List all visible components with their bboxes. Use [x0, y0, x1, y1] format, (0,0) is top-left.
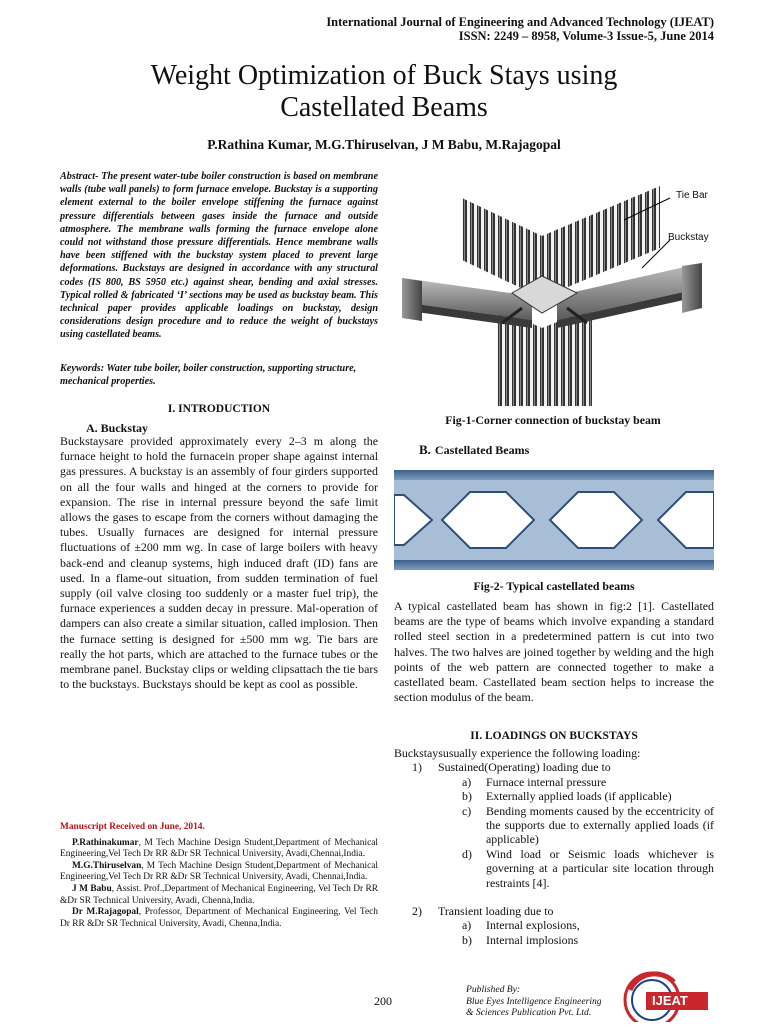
subsection-heading-buckstay: A. Buckstay — [86, 421, 149, 435]
author-note-desc: , M Tech Machine Design Student,Department of Mechanical Engineering,Vel Tech Dr RR &Dr SR Technical University, Avadi,Chennai,India. — [60, 837, 378, 860]
list-number: d) — [462, 846, 472, 861]
castellated-beam-illustration — [394, 470, 714, 570]
author-note-name: Dr M.Rajagopal — [72, 907, 139, 918]
loading-subitem — [394, 847, 714, 890]
list-text: Transient loading due to — [438, 904, 554, 919]
loading-item-1 — [394, 760, 714, 774]
publisher-block — [466, 984, 602, 1019]
subsection-heading-castellated — [419, 441, 529, 459]
author-note-3 — [60, 884, 378, 907]
abstract: Abstract- The present water-tube boiler construction is based on membrane walls (tube wall panels) to form furnace envelope. Buckstay is a supporting element external to the boiler envelope stiffening the furnace against pressure differentials between gases inside the furnace and outside atmosphere. The membrane walls forming the furnace envelope alone could not withstand those pressure differentials. Hence membrane walls have been stiffened with the buckstay system placed to prevent large deformations. Buckstays are designed in accordance with any structural codes (IS 800, BS 5950 etc.) against shear, bending and axial stresses. Typical rolled & fabricated ‘I’ sections may be used as buckstay beam. This technical paper provides applicable loadings on buckstay, design considerations design procedure and to reduce the weight of buckstays using castellated beams. — [60, 171, 378, 341]
author-note-desc: , Professor, Department of Mechanical Engineering, Vel Tech Dr RR &Dr SR Technical University, Avadi, Chenna,India. — [60, 907, 378, 929]
paper-title — [60, 60, 708, 124]
figure-2-caption: Fig-2- Typical castellated beams — [473, 579, 635, 593]
list-number: c) — [462, 803, 472, 818]
footnotes — [60, 822, 378, 930]
published-by: Published By: — [466, 984, 521, 995]
page-number: 200 — [374, 994, 392, 1008]
manuscript-received: Manuscript Received on June, 2014. — [60, 822, 205, 832]
loading-subitem — [394, 789, 714, 803]
list-number: a) — [462, 918, 472, 933]
loadings-intro: Buckstaysusually experience the following loading: — [394, 746, 641, 760]
tie-bar-label: Tie Bar — [676, 190, 708, 201]
list-text: Internal implosions — [486, 932, 579, 947]
section-heading-loadings: II. LOADINGS ON BUCKSTAYS — [470, 730, 638, 742]
buckstay-label: Buckstay — [668, 232, 709, 243]
publisher-line-1: Blue Eyes Intelligence Engineering — [466, 995, 602, 1007]
buckstay-corner-illustration — [392, 168, 714, 406]
author-note-2 — [60, 861, 378, 884]
author-note-name: M.G.Thiruselvan — [72, 860, 142, 871]
ijeat-logo — [622, 970, 712, 1022]
author-note-4 — [60, 907, 378, 930]
journal-name: International Journal of Engineering and Advanced Technology (IJEAT) — [326, 15, 714, 29]
figure-2-castellated-beam — [394, 470, 714, 570]
introduction-text: Buckstaysare provided approximately every 2–3 m along the furnace height to hold the furnacein proper shape against internal gas pressures. A buckstay is an assembly of four girders supported on all the four walls and hinged at the corners to provide for expansion. The rise in internal pressure beyond the safe limit allows the gases to escape from the corners without damaging the tubes. Usually furnaces are designed for internal pressure fluctuations of ±200 mm wg. In case of large boilers with heavy back-end and cleanup systems, high induced draft (ID) fans are used. In a flame-out situation, from sudden termination of fuel supply (oil valve closing too suddenly or a master fuel trip), the furnace experiences a sudden decay in pressure. Mal-operation of dampers can also create a similar situation, called implosion. Then the furnace setting is designed for ±500 mm wg. Tie bars are really the hot parts, which are attached to the furnace tubes or the membrane panel. Buckstay clips or welding clipsattach the tie bars to the buckstays. Buckstays should be kept as cool as possible. — [60, 434, 378, 692]
figure-1-caption: Fig-1-Corner connection of buckstay beam — [445, 413, 661, 427]
figure-1-buckstay-corner — [392, 168, 714, 406]
loading-subitem — [394, 918, 714, 932]
list-number: b) — [462, 932, 472, 947]
list-text: Internal explosions, — [486, 918, 580, 933]
subsection-letter: B. — [419, 442, 431, 457]
loading-subitem — [394, 804, 714, 847]
author-note-desc: , Assist. Prof.,Department of Mechanical Engineering, Vel Tech Dr RR &Dr SR Technical University, Avadi, Chenna,India. — [60, 883, 379, 906]
loadings-content — [394, 746, 714, 947]
author-list: P.Rathina Kumar, M.G.Thiruselvan, J M Babu, M.Rajagopal — [207, 137, 561, 152]
title-line-1: Weight Optimization of Buck Stays using — [150, 60, 618, 91]
loading-subitem — [394, 933, 714, 947]
castellated-beams-text: A typical castellated beam has shown in fig:2 [1]. Castellated beams are the type of beams which involve expanding a standard rolled steel section in a predetermined pattern is cut into two halves. The two halves are joined together by welding and the high points of the web pattern are connected together to make a castellated beam. Castellated beam section helps to increase the section modulus of the beam. — [394, 599, 714, 705]
list-text: Bending moments caused by the eccentricity of the supports due to externally applied loads (if applicable) — [486, 803, 714, 847]
section-heading-introduction: I. INTRODUCTION — [167, 403, 271, 415]
list-text: Sustained(Operating) loading due to — [438, 760, 611, 775]
keywords: Keywords: Water tube boiler, boiler construction, supporting structure, mechanical properties. — [60, 363, 357, 388]
author-note-name: P.Rathinakumar — [72, 837, 139, 848]
subsection-title: Castellated Beams — [434, 443, 530, 457]
journal-issn: ISSN: 2249 – 8958, Volume-3 Issue-5, June 2014 — [458, 29, 714, 43]
journal-header — [326, 15, 714, 43]
list-number: 1) — [412, 760, 422, 775]
list-number: b) — [462, 789, 472, 804]
list-text: Externally applied loads (if applicable) — [486, 789, 672, 804]
author-note-1 — [60, 838, 378, 861]
publisher-line-2: & Sciences Publication Pvt. Ltd. — [466, 1007, 592, 1018]
author-note-name: J M Babu — [72, 883, 112, 894]
title-line-2: Castellated Beams — [280, 92, 488, 123]
logo-text: IJEAT — [652, 993, 688, 1008]
loading-subitem — [394, 775, 714, 789]
list-text: Wind load or Seismic loads whichever is governing at a particular site location through restraints [4]. — [486, 846, 714, 890]
list-number: 2) — [412, 904, 422, 919]
list-text: Furnace internal pressure — [486, 774, 607, 789]
list-number: a) — [462, 774, 472, 789]
author-note-desc: , M Tech Machine Design Student,Department of Mechanical Engineering,Vel Tech Dr RR &Dr SR Technical University, Avadi, Chennai,India. — [60, 860, 378, 883]
loading-item-2 — [394, 904, 714, 918]
